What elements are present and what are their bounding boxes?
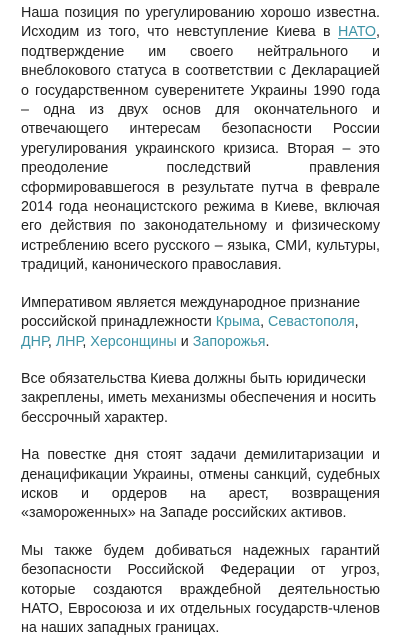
separator: ,: [354, 314, 359, 331]
link-dnr[interactable]: ДНР: [21, 333, 48, 350]
separator: ,: [260, 314, 269, 331]
separator: и: [176, 333, 193, 350]
paragraph-agenda: На повестке дня стоят задачи демилитаризации и денацификации Украины, отмены санкций, судебных исков и ордеров на арест, возвращения «замороженных» на Западе российских активов.: [21, 447, 380, 522]
separator: ,: [82, 333, 91, 350]
paragraph-recognition: [21, 294, 380, 352]
link-nato[interactable]: НАТО: [338, 24, 377, 41]
link-sevastopol[interactable]: Севастополя: [268, 314, 355, 331]
link-kherson[interactable]: Херсонщины: [90, 333, 177, 350]
paragraph-text: , подтверждение им своего нейтрального и внеблокового статуса в соответствии с Декларацией о государственном суверенитете Украины 1990 года – одна из двух основ для окончательного и отвечающего интересам безопасности России урегулирования украинского кризиса. Вторая – это преодоление последствий правления сформировавшегося в результате путча в феврале 2014 года неонацистского режима в Киеве, включая его действия по законодательному и физическому истреблению всего русского – языка, СМИ, культуры, традиций, канонического православия.: [21, 24, 380, 274]
paragraph-end: .: [265, 333, 270, 350]
link-crimea[interactable]: Крыма: [215, 314, 261, 331]
separator: ,: [47, 333, 56, 350]
paragraph-text: Императивом является международное признание российской принадлежности: [21, 294, 361, 331]
link-zaporozhye[interactable]: Запорожья: [192, 333, 266, 350]
paragraph-text: Наша позиция по урегулированию хорошо известна. Исходим из того, что невступление Киева в: [21, 5, 380, 41]
paragraph-guarantees: Мы также будем добиваться надежных гарантий безопасности Российской Федерации от угроз, которые создаются враждебной деятельностью НАТО, Евросоюза и их отдельных государств-членов на наших западных границах.: [21, 542, 380, 637]
paragraph-obligations: Все обязательства Киева должны быть юридически закреплены, иметь механизмы обеспечения и носить бессрочный характер.: [21, 370, 377, 426]
paragraph-position: [21, 4, 380, 276]
link-lnr[interactable]: ЛНР: [55, 333, 83, 350]
